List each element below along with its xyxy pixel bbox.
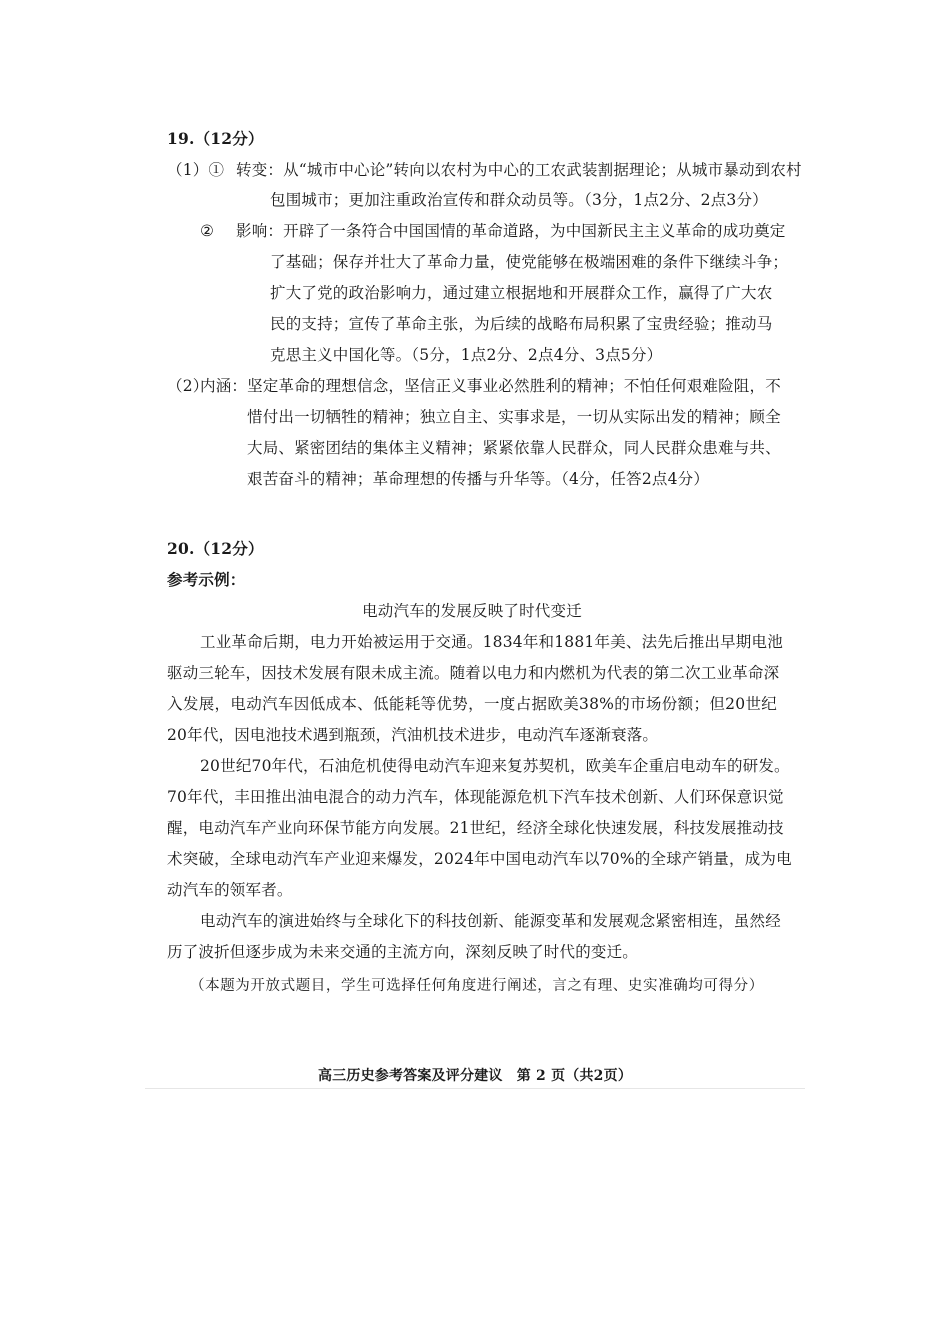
q19-sub2-line-5: 克思主义中国化等。（5分，1点2分、2点4分、3点5分） — [270, 346, 663, 364]
q19-part1-line-2: 包围城市；更加注重政治宣传和群众动员等。（3分，1点2分、2点3分） — [270, 191, 768, 209]
footer-divider — [145, 1088, 805, 1089]
scoring-note: （本题为开放式题目，学生可选择任何角度进行阐述，言之有理、史实准确均可得分） — [190, 978, 764, 994]
essay-para1-line-3: 入发展，电动汽车因低成本、低能耗等优势，一度占据欧美38%的市场份额；但20世纪 — [167, 695, 777, 713]
q19-part2-label: （2） — [167, 377, 209, 395]
essay-para2-line-1: 20世纪70年代，石油危机使得电动汽车迎来复苏契机，欧美车企重启电动车的研发。 — [200, 757, 790, 775]
essay-para2-line-4: 术突破，全球电动汽车产业迎来爆发，2024年中国电动汽车以70%的全球产销量，成为电 — [167, 850, 792, 868]
q19-part1-sub2-label: ② — [200, 222, 215, 240]
q19-sub2-line-1: 影响：开辟了一条符合中国国情的革命道路，为中国新民主主义革命的成功奠定 — [236, 222, 786, 240]
essay-para1-line-2: 驱动三轮车，因技术发展有限未成主流。随着以电力和内燃机为代表的第二次工业革命深 — [167, 664, 780, 682]
q19-sub2-line-4: 民的支持；宣传了革命主张，为后续的战略布局积累了宝贵经验；推动马 — [270, 315, 773, 333]
q19-part2-line-1: 内涵：坚定革命的理想信念，坚信正义事业必然胜利的精神；不怕任何艰难险阻，不 — [200, 377, 781, 395]
essay-para2-line-2: 70年代，丰田推出油电混合的动力汽车，体现能源危机下汽车技术创新、人们环保意识觉 — [167, 788, 784, 806]
q19-sub2-line-2: 了基础；保存并壮大了革命力量，使党能够在极端困难的条件下继续斗争； — [270, 253, 789, 271]
q19-part2-line-2: 惜付出一切牺牲的精神；独立自主、实事求是，一切从实际出发的精神；顾全 — [247, 408, 781, 426]
q20-header: 20.（12分） — [167, 539, 264, 558]
essay-para3-line-2: 历了波折但逐步成为未来交通的主流方向，深刻反映了时代的变迁。 — [167, 943, 639, 961]
q19-part1-line-1: 转变：从“城市中心论”转向以农村为中心的工农武装割据理论；从城市暴动到农村 — [236, 161, 802, 179]
essay-para2-line-3: 醒，电动汽车产业向环保节能方向发展。21世纪，经济全球化快速发展，科技发展推动技 — [167, 819, 784, 837]
q19-sub2-line-3: 扩大了党的政治影响力，通过建立根据地和开展群众工作，赢得了广大农 — [270, 284, 773, 302]
page-footer: 高三历史参考答案及评分建议 第 2 页（共2页） — [317, 1068, 633, 1084]
q19-part2-line-4: 艰苦奋斗的精神；革命理想的传播与升华等。（4分，任答2点4分） — [247, 470, 710, 488]
q20-ref-label: 参考示例： — [167, 570, 246, 589]
q19-part1-label: （1）① — [167, 161, 225, 179]
essay-para3-line-1: 电动汽车的演进始终与全球化下的科技创新、能源变革和发展观念紧密相连，虽然经 — [200, 912, 781, 930]
essay-para2-line-5: 动汽车的领军者。 — [167, 881, 293, 899]
q19-header: 19.（12分） — [167, 129, 264, 148]
essay-title: 电动汽车的发展反映了时代变迁 — [362, 602, 582, 620]
q19-part2-line-3: 大局、紧密团结的集体主义精神；紧紧依靠人民群众，同人民群众患难与共、 — [247, 439, 781, 457]
essay-para1-line-4: 20年代，因电池技术遇到瓶颈，汽油机技术进步，电动汽车逐渐衰落。 — [167, 726, 659, 744]
essay-para1-line-1: 工业革命后期，电力开始被运用于交通。1834年和1881年美、法先后推出早期电池 — [200, 633, 783, 651]
